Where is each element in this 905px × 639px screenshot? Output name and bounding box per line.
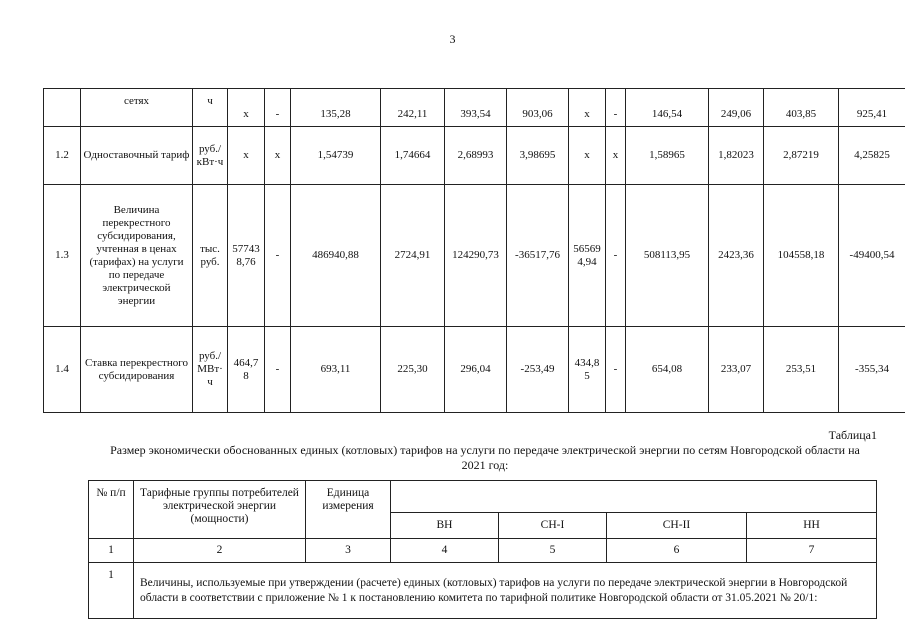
- value-cell: 57743 8,76: [228, 185, 265, 327]
- value-cell: 296,04: [445, 327, 507, 413]
- row-unit: руб./ МВт· ч: [193, 327, 228, 413]
- row-number: 1.2: [44, 127, 81, 185]
- row-num: 1: [89, 563, 134, 619]
- value-cell: 903,06: [507, 89, 569, 127]
- header-sn1: СН-I: [499, 513, 607, 539]
- value-cell: 242,11: [381, 89, 445, 127]
- row-unit: руб./ кВт·ч: [193, 127, 228, 185]
- row-unit: ч: [193, 89, 228, 127]
- value-cell: x: [228, 127, 265, 185]
- value-cell: 2724,91: [381, 185, 445, 327]
- header-unit: Единица измерения: [306, 481, 391, 539]
- value-cell: -49400,54: [839, 185, 905, 327]
- value-cell: -355,34: [839, 327, 905, 413]
- index-cell: 5: [499, 539, 607, 563]
- value-cell: 434,8 5: [569, 327, 606, 413]
- index-cell: 7: [747, 539, 877, 563]
- row-name: Одноставочный тариф: [81, 127, 193, 185]
- value-cell: 233,07: [709, 327, 764, 413]
- header-voltage-group: [391, 481, 877, 513]
- value-cell: -36517,76: [507, 185, 569, 327]
- value-cell: 1,54739: [291, 127, 381, 185]
- index-cell: 2: [134, 539, 306, 563]
- value-cell: 3,98695: [507, 127, 569, 185]
- header-sn2: СН-II: [607, 513, 747, 539]
- value-cell: 225,30: [381, 327, 445, 413]
- value-cell: x: [606, 127, 626, 185]
- header-nn: НН: [747, 513, 877, 539]
- value-cell: 2,87219: [764, 127, 839, 185]
- value-cell: -: [606, 89, 626, 127]
- value-cell: 2423,36: [709, 185, 764, 327]
- value-cell: 253,51: [764, 327, 839, 413]
- value-cell: -253,49: [507, 327, 569, 413]
- value-cell: -: [265, 327, 291, 413]
- value-cell: 508113,95: [626, 185, 709, 327]
- value-cell: x: [569, 127, 606, 185]
- header-consumer-groups: Тарифные группы потребителей электрической энергии (мощности): [134, 481, 306, 539]
- value-cell: 2,68993: [445, 127, 507, 185]
- value-cell: -: [265, 89, 291, 127]
- index-cell: 4: [391, 539, 499, 563]
- row-unit: тыс. руб.: [193, 185, 228, 327]
- unified-tariffs-table: [88, 480, 877, 619]
- value-cell: x: [265, 127, 291, 185]
- row-number: 1.3: [44, 185, 81, 327]
- value-cell: 393,54: [445, 89, 507, 127]
- table-row: [44, 185, 905, 327]
- row-name: Величина перекрестного субсидирования, учтенная в ценах (тарифах) на услуги по передаче электрической энергии: [81, 185, 193, 327]
- row-name: сетях: [81, 89, 193, 127]
- row-name: Ставка перекрестного субсидирования: [81, 327, 193, 413]
- value-cell: 486940,88: [291, 185, 381, 327]
- value-cell: x: [228, 89, 265, 127]
- table-label: Таблица1: [828, 428, 877, 442]
- value-cell: 104558,18: [764, 185, 839, 327]
- value-cell: 693,11: [291, 327, 381, 413]
- value-cell: 654,08: [626, 327, 709, 413]
- value-cell: 1,74664: [381, 127, 445, 185]
- row-number: [44, 89, 81, 127]
- header-num: № п/п: [89, 481, 134, 539]
- table-row: [44, 327, 905, 413]
- table-row: [44, 89, 905, 127]
- value-cell: 146,54: [626, 89, 709, 127]
- index-cell: 6: [607, 539, 747, 563]
- index-cell: 3: [306, 539, 391, 563]
- value-cell: 1,58965: [626, 127, 709, 185]
- value-cell: 249,06: [709, 89, 764, 127]
- header-vn: ВН: [391, 513, 499, 539]
- value-cell: -: [606, 185, 626, 327]
- value-cell: 464,7 8: [228, 327, 265, 413]
- value-cell: -: [265, 185, 291, 327]
- value-cell: 1,82023: [709, 127, 764, 185]
- value-cell: -: [606, 327, 626, 413]
- page-number: 3: [449, 32, 456, 46]
- index-cell: 1: [89, 539, 134, 563]
- row-description: Величины, используемые при утверждении (расчете) единых (котловых) тарифов на услуги по передаче электрической энергии в Новгородской области в соответствии с приложение № 1 к постановлению комитета по тарифной политике Новгородской области от 31.05.2021 № 20/1:: [134, 563, 877, 619]
- table-title: Размер экономически обоснованных единых (котловых) тарифов на услуги по передаче электрической энергии по сетям Новгородской области на 2021 год:: [110, 443, 860, 472]
- value-cell: 4,25825: [839, 127, 905, 185]
- value-cell: 56569 4,94: [569, 185, 606, 327]
- table-row: [44, 127, 905, 185]
- value-cell: x: [569, 89, 606, 127]
- value-cell: 124290,73: [445, 185, 507, 327]
- value-cell: 135,28: [291, 89, 381, 127]
- value-cell: 403,85: [764, 89, 839, 127]
- tariff-continuation-table: [43, 88, 905, 413]
- row-number: 1.4: [44, 327, 81, 413]
- value-cell: 925,41: [839, 89, 905, 127]
